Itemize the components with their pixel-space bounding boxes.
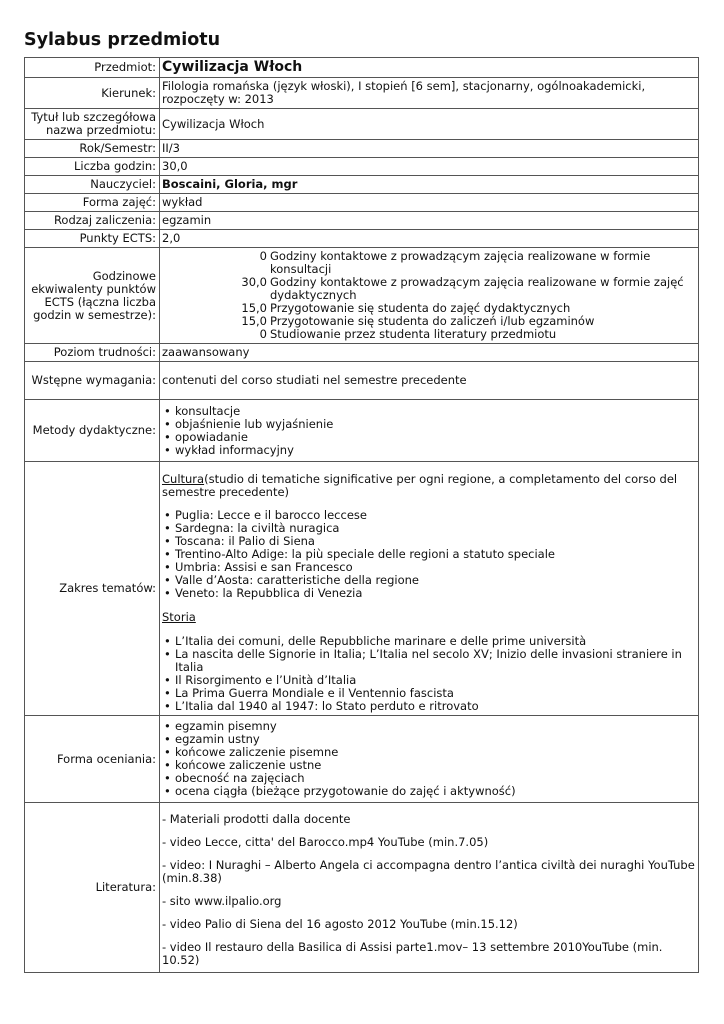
- value-zakres: [160, 462, 699, 716]
- row-zaliczenie: [25, 212, 699, 230]
- list-item: • Puglia: Lecce e il barocco leccese: [162, 509, 695, 522]
- row-ocenianie: [25, 716, 699, 803]
- label-poziom: Poziom trudności:: [25, 344, 160, 362]
- label-zaliczenie: Rodzaj zaliczenia:: [25, 212, 160, 230]
- cultura-intro: (studio di tematiche significative per ogni regione, a completamento del corso del semestre precedente): [162, 472, 678, 499]
- row-przedmiot: [25, 58, 699, 78]
- value-ects: 2,0: [160, 230, 699, 248]
- label-forma-zajec: Forma zajęć:: [25, 194, 160, 212]
- value-ocenianie: [160, 716, 699, 803]
- list-item: • egzamin pisemny: [162, 720, 695, 733]
- ects-description: Przygotowanie się studenta do zajęć dydaktycznych: [270, 301, 571, 315]
- label-rok: Rok/Semestr:: [25, 140, 160, 158]
- row-godziny: [25, 158, 699, 176]
- ects-row: [160, 328, 695, 341]
- list-item: • La Prima Guerra Mondiale e il Ventennio fascista: [162, 687, 695, 700]
- value-kierunek: Filologia romańska (język włoski), I stopień [6 sem], stacjonarny, ogólnoakademicki, rozpoczęty w: 2013: [160, 78, 699, 109]
- storia-heading: Storia: [162, 610, 196, 624]
- literature-item: - video Lecce, citta' del Barocco.mp4 YouTube (min.7.05): [162, 835, 489, 849]
- ects-description: Przygotowanie się studenta do zaliczeń i/lub egzaminów: [270, 314, 595, 328]
- row-ekwiwalenty: [25, 248, 699, 344]
- row-tytul: [25, 109, 699, 140]
- label-metody: Metody dydaktyczne:: [25, 400, 160, 462]
- row-nauczyciel: [25, 176, 699, 194]
- label-godziny: Liczba godzin:: [25, 158, 160, 176]
- label-literatura: Literatura:: [25, 803, 160, 973]
- literature-item: - video Palio di Siena del 16 agosto 2012 YouTube (min.15.12): [162, 917, 518, 931]
- page-title: Sylabus przedmiotu: [24, 30, 221, 50]
- ects-description: Godziny kontaktowe z prowadzącym zajęcia realizowane w formie zajęć dydaktycznych: [270, 275, 684, 302]
- ects-hours: 15,0: [241, 314, 267, 328]
- value-ekwiwalenty: [160, 248, 699, 344]
- list-item: • końcowe zaliczenie pisemne: [162, 746, 695, 759]
- syllabus-table: [24, 57, 699, 973]
- label-ects: Punkty ECTS:: [25, 230, 160, 248]
- label-ekwiwalenty: Godzinowe ekwiwalenty punktów ECTS (łączna liczba godzin w semestrze):: [25, 248, 160, 344]
- ects-hours: 30,0: [241, 275, 267, 289]
- list-item: • La nascita delle Signorie in Italia; L’Italia nel secolo XV; Inizio delle invasioni straniere in Italia: [162, 648, 695, 674]
- list-item: • L’Italia dei comuni, delle Repubbliche marinare e delle prime università: [162, 635, 695, 648]
- row-kierunek: [25, 78, 699, 109]
- literature-item: - video Il restauro della Basilica di Assisi parte1.mov– 13 settembre 2010YouTube (min. 10.52): [162, 940, 663, 967]
- value-forma-zajec: wykład: [160, 194, 699, 212]
- list-item: • Valle d’Aosta: caratteristiche della regione: [162, 574, 695, 587]
- list-item: • Umbria: Assisi e san Francesco: [162, 561, 695, 574]
- label-zakres: Zakres tematów:: [25, 462, 160, 716]
- row-rok: [25, 140, 699, 158]
- value-wymagania: contenuti del corso studiati nel semestre precedente: [160, 362, 699, 400]
- storia-list: [162, 635, 695, 713]
- value-literatura: [160, 803, 699, 973]
- row-literatura: [25, 803, 699, 973]
- label-ocenianie: Forma oceniania:: [25, 716, 160, 803]
- list-item: • Veneto: la Repubblica di Venezia: [162, 587, 695, 600]
- ects-description: Godziny kontaktowe z prowadzącym zajęcia realizowane w formie konsultacji: [270, 249, 651, 276]
- list-item: • wykład informacyjny: [162, 444, 695, 457]
- label-wymagania: Wstępne wymagania:: [25, 362, 160, 400]
- metody-list: [162, 405, 695, 457]
- ects-row: [160, 276, 695, 302]
- list-item: • egzamin ustny: [162, 733, 695, 746]
- ocenianie-list: [162, 720, 695, 798]
- literature-item: - video: I Nuraghi – Alberto Angela ci accompagna dentro l’antica civiltà dei nuraghi YouTube (min.8.38): [162, 858, 695, 885]
- list-item: • Il Risorgimento e l’Unità d’Italia: [162, 674, 695, 687]
- list-item: • objaśnienie lub wyjaśnienie: [162, 418, 695, 431]
- row-ects: [25, 230, 699, 248]
- value-godziny: 30,0: [160, 158, 699, 176]
- ects-hours: 15,0: [241, 301, 267, 315]
- value-przedmiot: Cywilizacja Włoch: [160, 58, 699, 78]
- cultura-heading-block: [162, 473, 695, 499]
- list-item: • końcowe zaliczenie ustne: [162, 759, 695, 772]
- label-kierunek: Kierunek:: [25, 78, 160, 109]
- list-item: • ocena ciągła (bieżące przygotowanie do zajęć i aktywność): [162, 785, 695, 798]
- row-wymagania: [25, 362, 699, 400]
- ects-hours: 0: [259, 249, 267, 263]
- value-zaliczenie: egzamin: [160, 212, 699, 230]
- ects-description: Studiowanie przez studenta literatury przedmiotu: [270, 327, 557, 341]
- value-poziom: zaawansowany: [160, 344, 699, 362]
- ects-hours: 0: [259, 327, 267, 341]
- list-item: • obecność na zajęciach: [162, 772, 695, 785]
- value-rok: II/3: [160, 140, 699, 158]
- value-tytul: Cywilizacja Włoch: [160, 109, 699, 140]
- list-item: • Toscana: il Palio di Siena: [162, 535, 695, 548]
- list-item: • konsultacje: [162, 405, 695, 418]
- list-item: • Sardegna: la civiltà nuragica: [162, 522, 695, 535]
- label-nauczyciel: Nauczyciel:: [25, 176, 160, 194]
- list-item: • opowiadanie: [162, 431, 695, 444]
- label-tytul: Tytuł lub szczegółowa nazwa przedmiotu:: [25, 109, 160, 140]
- cultura-list: [162, 509, 695, 600]
- list-item: • Trentino-Alto Adige: la più speciale delle regioni a statuto speciale: [162, 548, 695, 561]
- label-przedmiot: Przedmiot:: [25, 58, 160, 78]
- list-item: • L’Italia dal 1940 al 1947: lo Stato perduto e ritrovato: [162, 700, 695, 713]
- row-zakres: [25, 462, 699, 716]
- row-metody: [25, 400, 699, 462]
- value-metody: [160, 400, 699, 462]
- value-nauczyciel: Boscaini, Gloria, mgr: [160, 176, 699, 194]
- ects-row: [160, 250, 695, 276]
- row-poziom: [25, 344, 699, 362]
- row-forma-zajec: [25, 194, 699, 212]
- literature-item: - sito www.ilpalio.org: [162, 894, 282, 908]
- cultura-heading: Cultura: [162, 472, 205, 486]
- literature-item: - Materiali prodotti dalla docente: [162, 812, 351, 826]
